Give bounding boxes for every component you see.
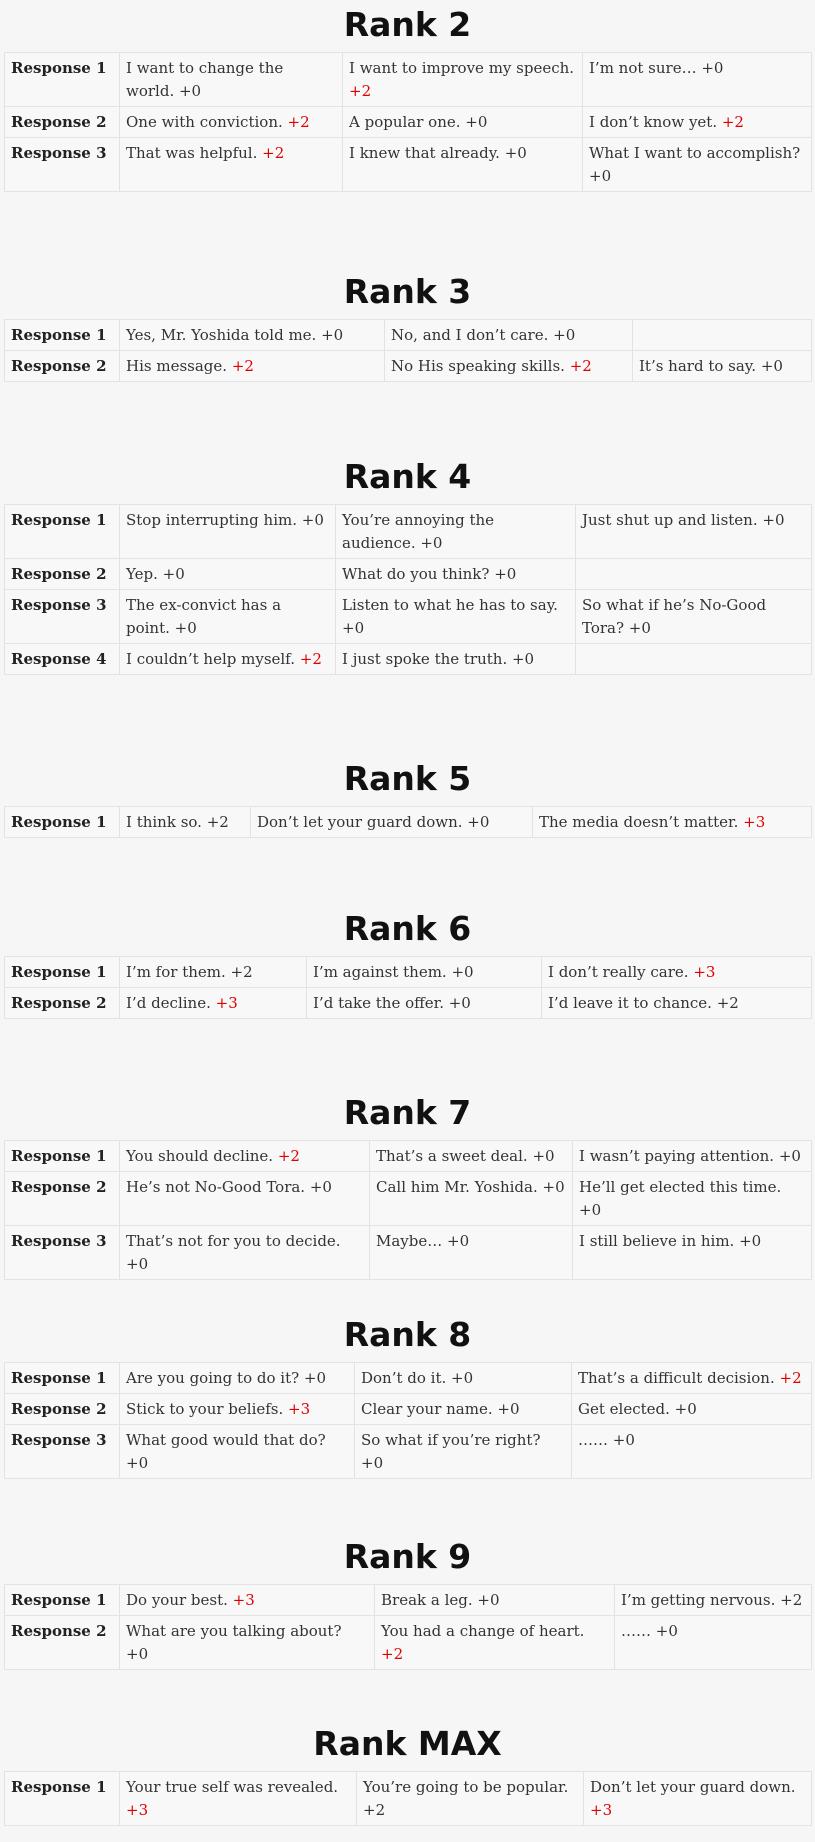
rank-section xyxy=(0,1719,815,1826)
option-points: +0 xyxy=(451,1369,474,1387)
rank-title: Rank 3 xyxy=(343,272,472,311)
option-points: +2 xyxy=(349,82,372,100)
response-label: Response 2 xyxy=(5,351,120,382)
response-option xyxy=(120,351,385,382)
response-option xyxy=(355,1425,572,1479)
response-label: Response 2 xyxy=(5,1394,120,1425)
rank-section xyxy=(0,267,815,382)
rank-title: Rank 5 xyxy=(343,759,472,798)
option-text: So what if you’re right? xyxy=(361,1431,541,1449)
table-row xyxy=(5,53,812,107)
response-label: Response 2 xyxy=(5,988,120,1019)
option-points: +0 xyxy=(321,326,344,344)
option-text: I don’t know yet. xyxy=(589,113,722,131)
option-points: +2 xyxy=(231,357,254,375)
option-points: +0 xyxy=(467,813,490,831)
option-text: Don’t let your guard down. xyxy=(590,1778,796,1796)
option-text: I’d leave it to chance. xyxy=(548,994,717,1012)
response-option xyxy=(343,138,583,192)
response-option xyxy=(576,505,812,559)
option-text: Maybe… xyxy=(376,1232,448,1250)
option-points: +0 xyxy=(477,1591,500,1609)
option-points: +3 xyxy=(288,1400,311,1418)
option-text: What do you think? xyxy=(342,565,495,583)
response-option xyxy=(343,53,583,107)
option-points: +0 xyxy=(162,565,185,583)
response-table xyxy=(4,504,812,675)
option-text: What good would that do? xyxy=(126,1431,326,1449)
response-option xyxy=(370,1141,573,1172)
response-option xyxy=(583,138,812,192)
option-points: +0 xyxy=(361,1454,384,1472)
option-text: I’m for them. xyxy=(126,963,231,981)
option-points: +2 xyxy=(230,963,253,981)
option-points: +0 xyxy=(553,326,576,344)
option-points: +0 xyxy=(674,1400,697,1418)
option-text: That’s a sweet deal. xyxy=(376,1147,533,1165)
option-points: +2 xyxy=(569,357,592,375)
option-text: One with conviction. xyxy=(126,113,288,131)
response-label: Response 1 xyxy=(5,957,120,988)
option-points: +0 xyxy=(494,565,517,583)
option-points: +0 xyxy=(778,1147,801,1165)
table-row xyxy=(5,644,812,675)
table-row xyxy=(5,1616,812,1670)
table-row xyxy=(5,1772,812,1826)
table-row xyxy=(5,138,812,192)
rank-section xyxy=(0,0,815,192)
option-points: +0 xyxy=(612,1431,635,1449)
response-table xyxy=(4,956,812,1019)
response-option xyxy=(542,988,812,1019)
option-points: +2 xyxy=(299,650,322,668)
response-label: Response 1 xyxy=(5,1141,120,1172)
option-points: +3 xyxy=(232,1591,255,1609)
option-text: I want to change the world. xyxy=(126,59,284,100)
response-option xyxy=(120,1772,357,1826)
option-text: I just spoke the truth. xyxy=(342,650,512,668)
option-points: +0 xyxy=(655,1622,678,1640)
option-text: He’s not No-Good Tora. xyxy=(126,1178,310,1196)
table-row xyxy=(5,1172,812,1226)
option-points: +0 xyxy=(126,1255,149,1273)
option-points: +0 xyxy=(447,1232,470,1250)
response-option xyxy=(336,505,576,559)
option-text: You’re going to be popular. xyxy=(363,1778,569,1796)
table-row xyxy=(5,320,812,351)
response-option xyxy=(355,1363,572,1394)
response-label: Response 2 xyxy=(5,1616,120,1670)
rank-section xyxy=(0,904,815,1019)
rank-section xyxy=(0,1310,815,1479)
response-option xyxy=(120,138,343,192)
option-text: Call him Mr. Yoshida. xyxy=(376,1178,543,1196)
response-label: Response 2 xyxy=(5,107,120,138)
option-points: +0 xyxy=(497,1400,520,1418)
response-option xyxy=(357,1772,584,1826)
option-text: Stick to your beliefs. xyxy=(126,1400,289,1418)
response-label: Response 3 xyxy=(5,590,120,644)
response-option xyxy=(576,559,812,590)
response-option xyxy=(583,53,812,107)
rank-title: Rank 6 xyxy=(343,909,472,948)
response-option xyxy=(120,320,385,351)
option-points: +3 xyxy=(590,1801,613,1819)
option-points: +0 xyxy=(762,511,785,529)
table-row xyxy=(5,505,812,559)
table-row xyxy=(5,590,812,644)
option-points: +2 xyxy=(206,813,229,831)
option-points: +3 xyxy=(126,1801,149,1819)
option-text: I’m not sure… xyxy=(589,59,702,77)
option-text: That’s not for you to decide. xyxy=(126,1232,341,1250)
response-option xyxy=(120,1585,375,1616)
response-label: Response 3 xyxy=(5,1425,120,1479)
option-points: +3 xyxy=(693,963,716,981)
response-label: Response 2 xyxy=(5,559,120,590)
option-text: Break a leg. xyxy=(381,1591,478,1609)
table-row xyxy=(5,1226,812,1280)
option-text: I think so. xyxy=(126,813,207,831)
option-text: …… xyxy=(621,1622,656,1640)
option-points: +2 xyxy=(363,1801,386,1819)
response-label: Response 1 xyxy=(5,807,120,838)
response-label: Response 1 xyxy=(5,1585,120,1616)
option-text: Your true self was revealed. xyxy=(126,1778,339,1796)
option-points: +3 xyxy=(215,994,238,1012)
option-text: His message. xyxy=(126,357,232,375)
option-text: I want to improve my speech. xyxy=(349,59,575,77)
option-points: +0 xyxy=(451,963,474,981)
rank-title: Rank 9 xyxy=(343,1537,472,1576)
response-option xyxy=(120,1172,370,1226)
response-option xyxy=(120,644,336,675)
response-option xyxy=(120,590,336,644)
response-option xyxy=(572,1394,812,1425)
response-option xyxy=(633,320,812,351)
option-points: +0 xyxy=(511,650,535,668)
response-option xyxy=(307,988,542,1019)
response-table xyxy=(4,1771,812,1826)
response-option xyxy=(633,351,812,382)
option-text: It’s hard to say. xyxy=(639,357,761,375)
option-points: +0 xyxy=(174,619,197,637)
option-points: +2 xyxy=(716,994,739,1012)
response-option xyxy=(336,590,576,644)
table-row xyxy=(5,1141,812,1172)
option-points: +0 xyxy=(420,534,443,552)
option-text: Yep. xyxy=(126,565,163,583)
option-text: He’ll get elected this time. xyxy=(579,1178,782,1196)
option-points: +0 xyxy=(303,1369,327,1387)
option-text: Are you going to do it? xyxy=(126,1369,304,1387)
response-option xyxy=(615,1585,812,1616)
option-points: +2 xyxy=(262,144,285,162)
response-option xyxy=(375,1616,615,1670)
response-option xyxy=(576,590,812,644)
response-option xyxy=(572,1425,812,1479)
option-points: +0 xyxy=(448,994,471,1012)
response-label: Response 3 xyxy=(5,1226,120,1280)
option-text: Listen to what he has to say. xyxy=(342,596,558,614)
response-option xyxy=(120,1616,375,1670)
option-text: Do your best. xyxy=(126,1591,233,1609)
option-points: +2 xyxy=(780,1591,803,1609)
option-points: +0 xyxy=(739,1232,762,1250)
response-label: Response 2 xyxy=(5,1172,120,1226)
option-text: I couldn’t help myself. xyxy=(126,650,300,668)
option-points: +0 xyxy=(532,1147,555,1165)
response-option xyxy=(572,1363,812,1394)
option-points: +0 xyxy=(579,1201,602,1219)
response-option xyxy=(251,807,533,838)
option-text: You’re annoying the audience. xyxy=(342,511,495,552)
option-text: I’d take the offer. xyxy=(313,994,449,1012)
option-text: The media doesn’t matter. xyxy=(539,813,744,831)
response-option xyxy=(120,1394,355,1425)
option-text: No, and I don’t care. xyxy=(391,326,554,344)
response-label: Response 1 xyxy=(5,53,120,107)
option-points: +0 xyxy=(628,619,651,637)
rank-title: Rank 4 xyxy=(343,457,472,496)
option-text: Just shut up and listen. xyxy=(582,511,763,529)
table-row xyxy=(5,107,812,138)
response-option xyxy=(120,957,307,988)
response-option xyxy=(583,107,812,138)
table-row xyxy=(5,351,812,382)
response-option xyxy=(120,559,336,590)
option-points: +2 xyxy=(277,1147,300,1165)
response-option xyxy=(355,1394,572,1425)
table-row xyxy=(5,988,812,1019)
response-option xyxy=(120,107,343,138)
rank-title: Rank MAX xyxy=(313,1724,502,1763)
option-points: +0 xyxy=(542,1178,565,1196)
option-points: +0 xyxy=(589,167,612,185)
response-table xyxy=(4,806,812,838)
option-text: …… xyxy=(578,1431,613,1449)
option-text: I wasn’t paying attention. xyxy=(579,1147,779,1165)
response-option xyxy=(120,807,251,838)
option-text: The ex-convict has a point. xyxy=(126,596,282,637)
rank-section xyxy=(0,452,815,675)
response-option xyxy=(343,107,583,138)
response-option xyxy=(120,1363,355,1394)
option-points: +0 xyxy=(701,59,724,77)
response-option xyxy=(120,1425,355,1479)
response-table xyxy=(4,319,812,382)
option-text: You should decline. xyxy=(126,1147,278,1165)
table-row xyxy=(5,957,812,988)
rank-title: Rank 2 xyxy=(343,5,472,44)
option-text: No His speaking skills. xyxy=(391,357,570,375)
rank-section xyxy=(0,754,815,838)
response-label: Response 1 xyxy=(5,320,120,351)
option-text: I knew that already. xyxy=(349,144,505,162)
response-option xyxy=(370,1226,573,1280)
response-table xyxy=(4,1140,812,1280)
option-points: +0 xyxy=(309,1178,332,1196)
response-table xyxy=(4,1584,812,1670)
response-option xyxy=(573,1226,812,1280)
option-points: +0 xyxy=(504,144,527,162)
response-option xyxy=(120,53,343,107)
option-points: +2 xyxy=(381,1645,404,1663)
option-text: A popular one. xyxy=(349,113,466,131)
response-option xyxy=(370,1172,573,1226)
option-text: Yes, Mr. Yoshida told me. xyxy=(126,326,322,344)
option-text: What are you talking about? xyxy=(126,1622,342,1640)
option-points: +3 xyxy=(743,813,766,831)
response-option xyxy=(385,320,633,351)
option-text: I’m getting nervous. xyxy=(621,1591,781,1609)
option-text: I’m against them. xyxy=(313,963,452,981)
rank-title: Rank 7 xyxy=(343,1093,472,1132)
option-text: Don’t let your guard down. xyxy=(257,813,468,831)
option-text: Don’t do it. xyxy=(361,1369,452,1387)
table-row xyxy=(5,559,812,590)
option-text: That was helpful. xyxy=(126,144,263,162)
response-option xyxy=(385,351,633,382)
table-row xyxy=(5,807,812,838)
response-option xyxy=(120,988,307,1019)
response-option xyxy=(573,1141,812,1172)
option-text: That’s a difficult decision. xyxy=(578,1369,780,1387)
response-label: Response 1 xyxy=(5,505,120,559)
option-points: +0 xyxy=(126,1454,149,1472)
option-text: Get elected. xyxy=(578,1400,675,1418)
option-points: +2 xyxy=(779,1369,802,1387)
option-text: You had a change of heart. xyxy=(381,1622,585,1640)
response-option xyxy=(576,644,812,675)
response-option xyxy=(120,505,336,559)
option-text: What I want to accomplish? xyxy=(589,144,801,162)
response-option xyxy=(573,1172,812,1226)
response-option xyxy=(336,644,576,675)
option-text: I still believe in him. xyxy=(579,1232,740,1250)
rank-title: Rank 8 xyxy=(343,1315,472,1354)
table-row xyxy=(5,1425,812,1479)
option-text: So what if he’s No-Good Tora? xyxy=(582,596,767,637)
response-option xyxy=(542,957,812,988)
option-text: Clear your name. xyxy=(361,1400,498,1418)
response-table xyxy=(4,1362,812,1479)
response-option xyxy=(615,1616,812,1670)
rank-section xyxy=(0,1532,815,1670)
response-option xyxy=(533,807,812,838)
response-option xyxy=(120,1141,370,1172)
response-label: Response 3 xyxy=(5,138,120,192)
table-row xyxy=(5,1585,812,1616)
option-points: +0 xyxy=(465,113,488,131)
option-points: +0 xyxy=(760,357,783,375)
option-points: +0 xyxy=(342,619,365,637)
response-option xyxy=(307,957,542,988)
option-text: I’d decline. xyxy=(126,994,216,1012)
option-points: +2 xyxy=(721,113,744,131)
option-text: I don’t really care. xyxy=(548,963,694,981)
response-table xyxy=(4,52,812,192)
option-points: +0 xyxy=(126,1645,149,1663)
response-option xyxy=(584,1772,812,1826)
response-label: Response 4 xyxy=(5,644,120,675)
table-row xyxy=(5,1363,812,1394)
option-points: +0 xyxy=(178,82,202,100)
response-option xyxy=(120,1226,370,1280)
option-text: Stop interrupting him. xyxy=(126,511,302,529)
table-row xyxy=(5,1394,812,1425)
option-points: +2 xyxy=(287,113,310,131)
response-label: Response 1 xyxy=(5,1363,120,1394)
response-label: Response 1 xyxy=(5,1772,120,1826)
rank-section xyxy=(0,1088,815,1280)
option-points: +0 xyxy=(301,511,324,529)
response-option xyxy=(336,559,576,590)
response-option xyxy=(375,1585,615,1616)
